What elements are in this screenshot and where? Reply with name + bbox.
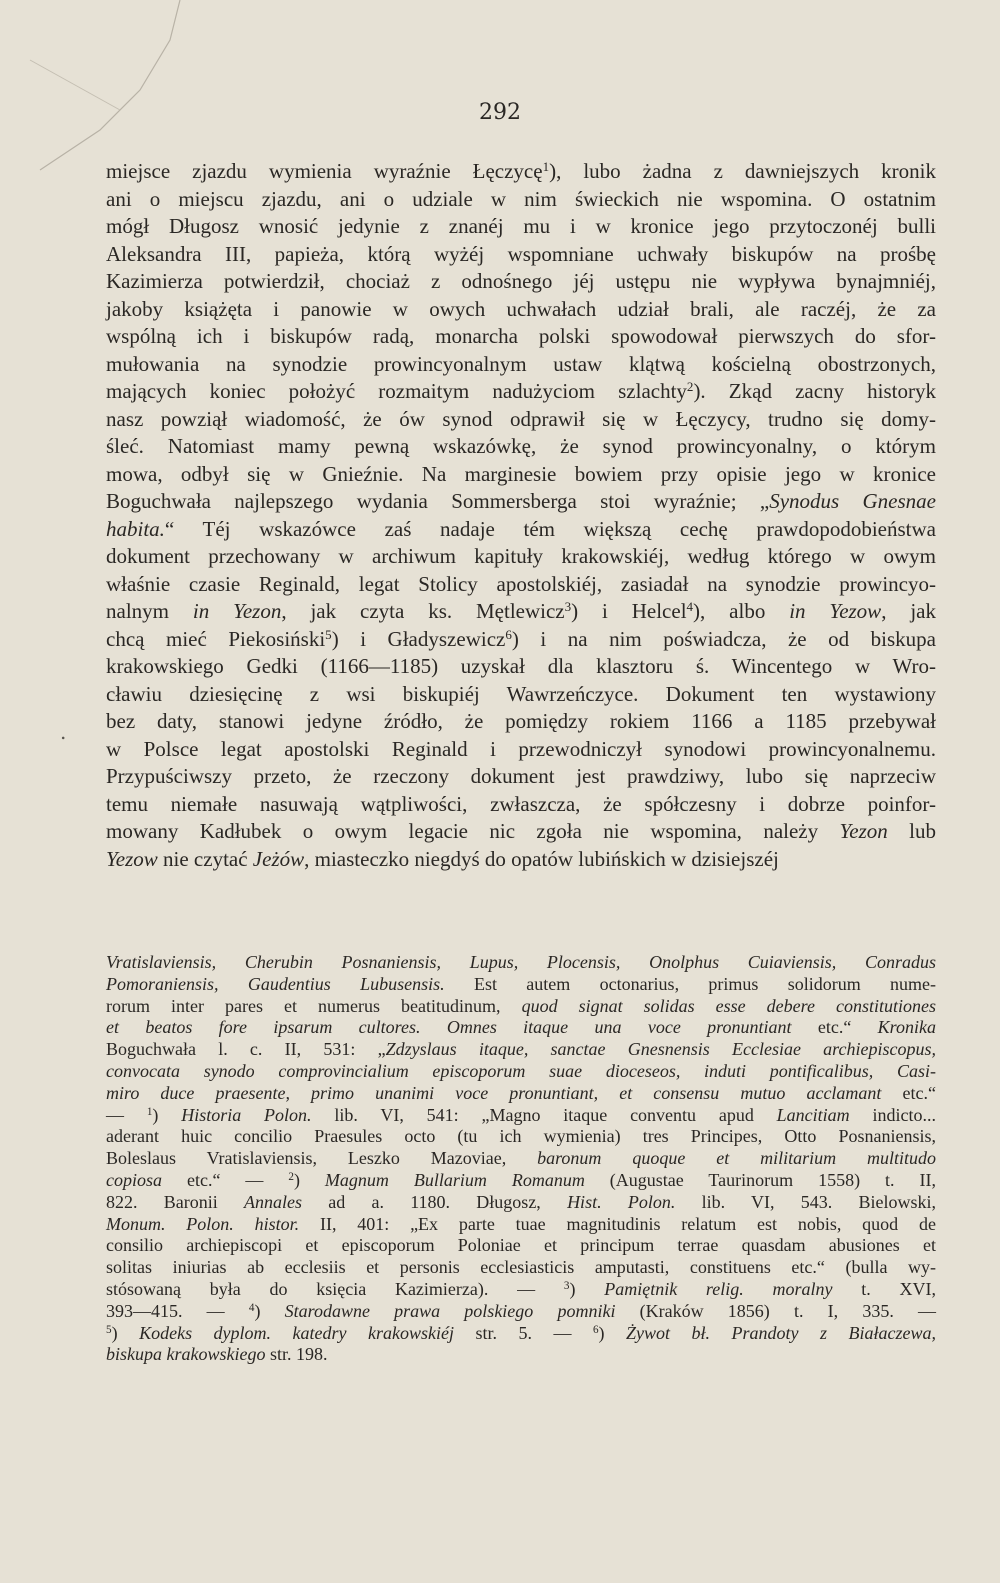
footnote-line: Vratislaviensis, Cherubin Posnaniensis, Lupus, Plocensis, Onolphus Cuiaviensis, Conradus [106,952,936,972]
text-line: Boguchwała najlepszego wydania Sommersberga stoi wyraźnie; „Synodus Gnesnae [106,489,936,513]
text-line: nasz powziął wiadomość, że ów synod odprawił się w Łęczycy, trudno się domy- [106,406,936,431]
footnote-line: convocata synodo comprovincialium episcoporum suae dioceseos, induti pontificalibus, Casi- [106,1060,936,1081]
page-number: 292 [479,100,521,125]
footnote-line: aderant huic concilio Praesules octo (tu ich wymienia) tres Principes, Otto Posnaniensis, [106,1126,936,1147]
text-line: mułowania na synodzie prowincyonalnym ustaw klątwą kościelną obostrzonych, [106,351,936,376]
footnote-line: 822. Baronii Annales ad a. 1180. Długosz, Hist. Polon. lib. VI, 543. Bielowski, [106,1191,936,1212]
footnote-line: Monum. Polon. histor. II, 401: „Ex parte tuae magnitudinis relatum est nobis, quod de [106,1213,936,1234]
footnote-line: biskupa krakowskiego str. 198. [106,1344,328,1365]
footnotes [106,952,936,1366]
footnote-line: Boleslaus Vratislaviensis, Leszko Mazoviae, baronum quoque et militarium multitudo [106,1148,936,1169]
footnote-line: copiosa etc.“ — $^2$) Magnum Bullarium Romanum (Augustae Taurinorum 1558) t. II, [106,1169,936,1190]
footnote-line: consilio archiepiscopi et episcoporum Poloniae et principum terrae quasdam abusiones et [106,1235,936,1256]
text-line: Kazimierza potwierdził, chociaż z odnośnego jéj ustępu nie wypływa bynajmniéj, [106,269,936,293]
footnote-line: Boguchwała l. c. II, 531: „Zdzyslaus itaque, sanctae Gnesnensis Ecclesiae archiepiscopus, [106,1039,936,1060]
text-line: mowany Kadłubek o owym legacie nic zgoła nie wspomina, należy Yezon lub [106,819,936,843]
text-line: dokument przechowany w archiwum kapituły krakowskiéj, według którego w owym [106,544,936,568]
text-line: mających koniec położyć rozmaitym nadużyciom szlachty$^2$). Zkąd zacny historyk [106,378,936,403]
text-line: habita.“ Téj wskazówce zaś nadaje tém większą cechę prawdopodobieństwa [106,516,936,541]
margin-mark: . [60,720,67,744]
text-line: mowa, odbył się w Gnieźnie. Na marginesie bowiem przy opisie jego w kronice [106,461,936,486]
footnote-line: 393—415. — $^4$) Starodawne prawa polskiego pomniki (Kraków 1856) t. I, 335. — [106,1300,936,1321]
text-line: ślеć. Natomiast mamy pewną wskazówkę, że synod prowincyonalny, o którym [106,434,936,458]
text-line: miejsce zjazdu wymienia wyraźnie Łęczycę$^1$), lubo żadna z dawniejszych kronik [106,158,936,183]
text-line: nalnym in Yezon, jak czyta ks. Mętlewicz$^3$) i Helcel$^4$), albo in Yezow, jak [106,598,936,623]
footnote-line: miro duce praesente, primo unanimi voce pronuntiant, et consensu mutuo acclamant etc.“ [106,1082,936,1103]
text-line: krakowskiego Gedki (1166—1185) uzyskał dla klasztoru ś. Wincentego w Wro- [106,654,936,678]
footnote-line: solitas iniurias ab ecclesiis et personis ecclesiasticis amputasti, constituens etc.“ (bulla wy- [106,1257,936,1278]
text-line: cławiu dziesięcinę z wsi biskupiéj Wawrzeńczyce. Dokument ten wystawiony [106,681,936,706]
footnote-line: rorum inter pares et numerus beatitudinum, quod signat solidas esse debere constitutiones [106,995,936,1016]
footnote-line: stósowaną była do księcia Kazimierza). — $^3$) Pamiętnik relig. moralny t. XVI, [106,1278,936,1299]
footnote-line: — $^1$) Historia Polon. lib. VI, 541: „Magno itaque conventu apud Lancitiam indicto... [106,1104,936,1125]
main-text [106,158,936,873]
text-line: jakoby książęta i panowie w owych uchwałach udział brali, ale raczéj, że za [106,296,936,321]
text-line: Aleksandra III, papieża, którą wyżéj wspomniane uchwały biskupów na prośbę [106,241,936,266]
footnote-line: $^5$) Kodeks dyplom. katedry krakowskiéj str. 5. — $^6$) Żywot bł. Prandoty z Białaczewa, [106,1322,937,1343]
footnote-line: Pomoraniensis, Gaudentius Lubusensis. Est autem octonarius, primus solidorum nume- [106,973,937,994]
footnote-line: et beatos fore ipsarum cultores. Omnes itaque una voce pronuntiant etc.“ Kronika [106,1017,937,1038]
text-line: chcą mieć Piekosiński$^5$) i Gładyszewicz$^6$) i na nim poświadcza, że od biskupa [106,626,937,651]
text-line: bez daty, stanowi jedyne źródło, że pomiędzy rokiem 1166 a 1185 przebywał [106,709,936,733]
text-line: mógł Długosz wnosić jedynie z znanéj mu i w kronice jego przytoczonéj bulli [106,214,936,238]
text-line: temu niemałe nasuwają wątpliwości, zwłaszcza, że spółczesny i dobrze poinfor- [106,791,936,816]
text-line: Przypuściwszy przeto, że rzeczony dokument jest prawdziwy, lubo się naprzeciw [106,764,936,788]
text-line: ani o miejscu zjazdu, ani o udziale w nim świeckich nie wspomina. O ostatnim [106,186,936,211]
text-line: właśnie czasie Reginald, legat Stolicy apostolskiéj, zasiadał na synodzie prowincyo- [106,571,936,596]
text-line: Yezow nie czytać Jeżów, miasteczko niegdyś do opatów lubińskich w dzisiejszéj [106,846,779,871]
text-line: w Polsce legat apostolski Reginald i przewodniczył synodowi prowincyonalnemu. [106,736,936,761]
text-line: wspólną ich i biskupów radą, monarcha polski spowodował pierwszych do sfor- [106,324,936,348]
